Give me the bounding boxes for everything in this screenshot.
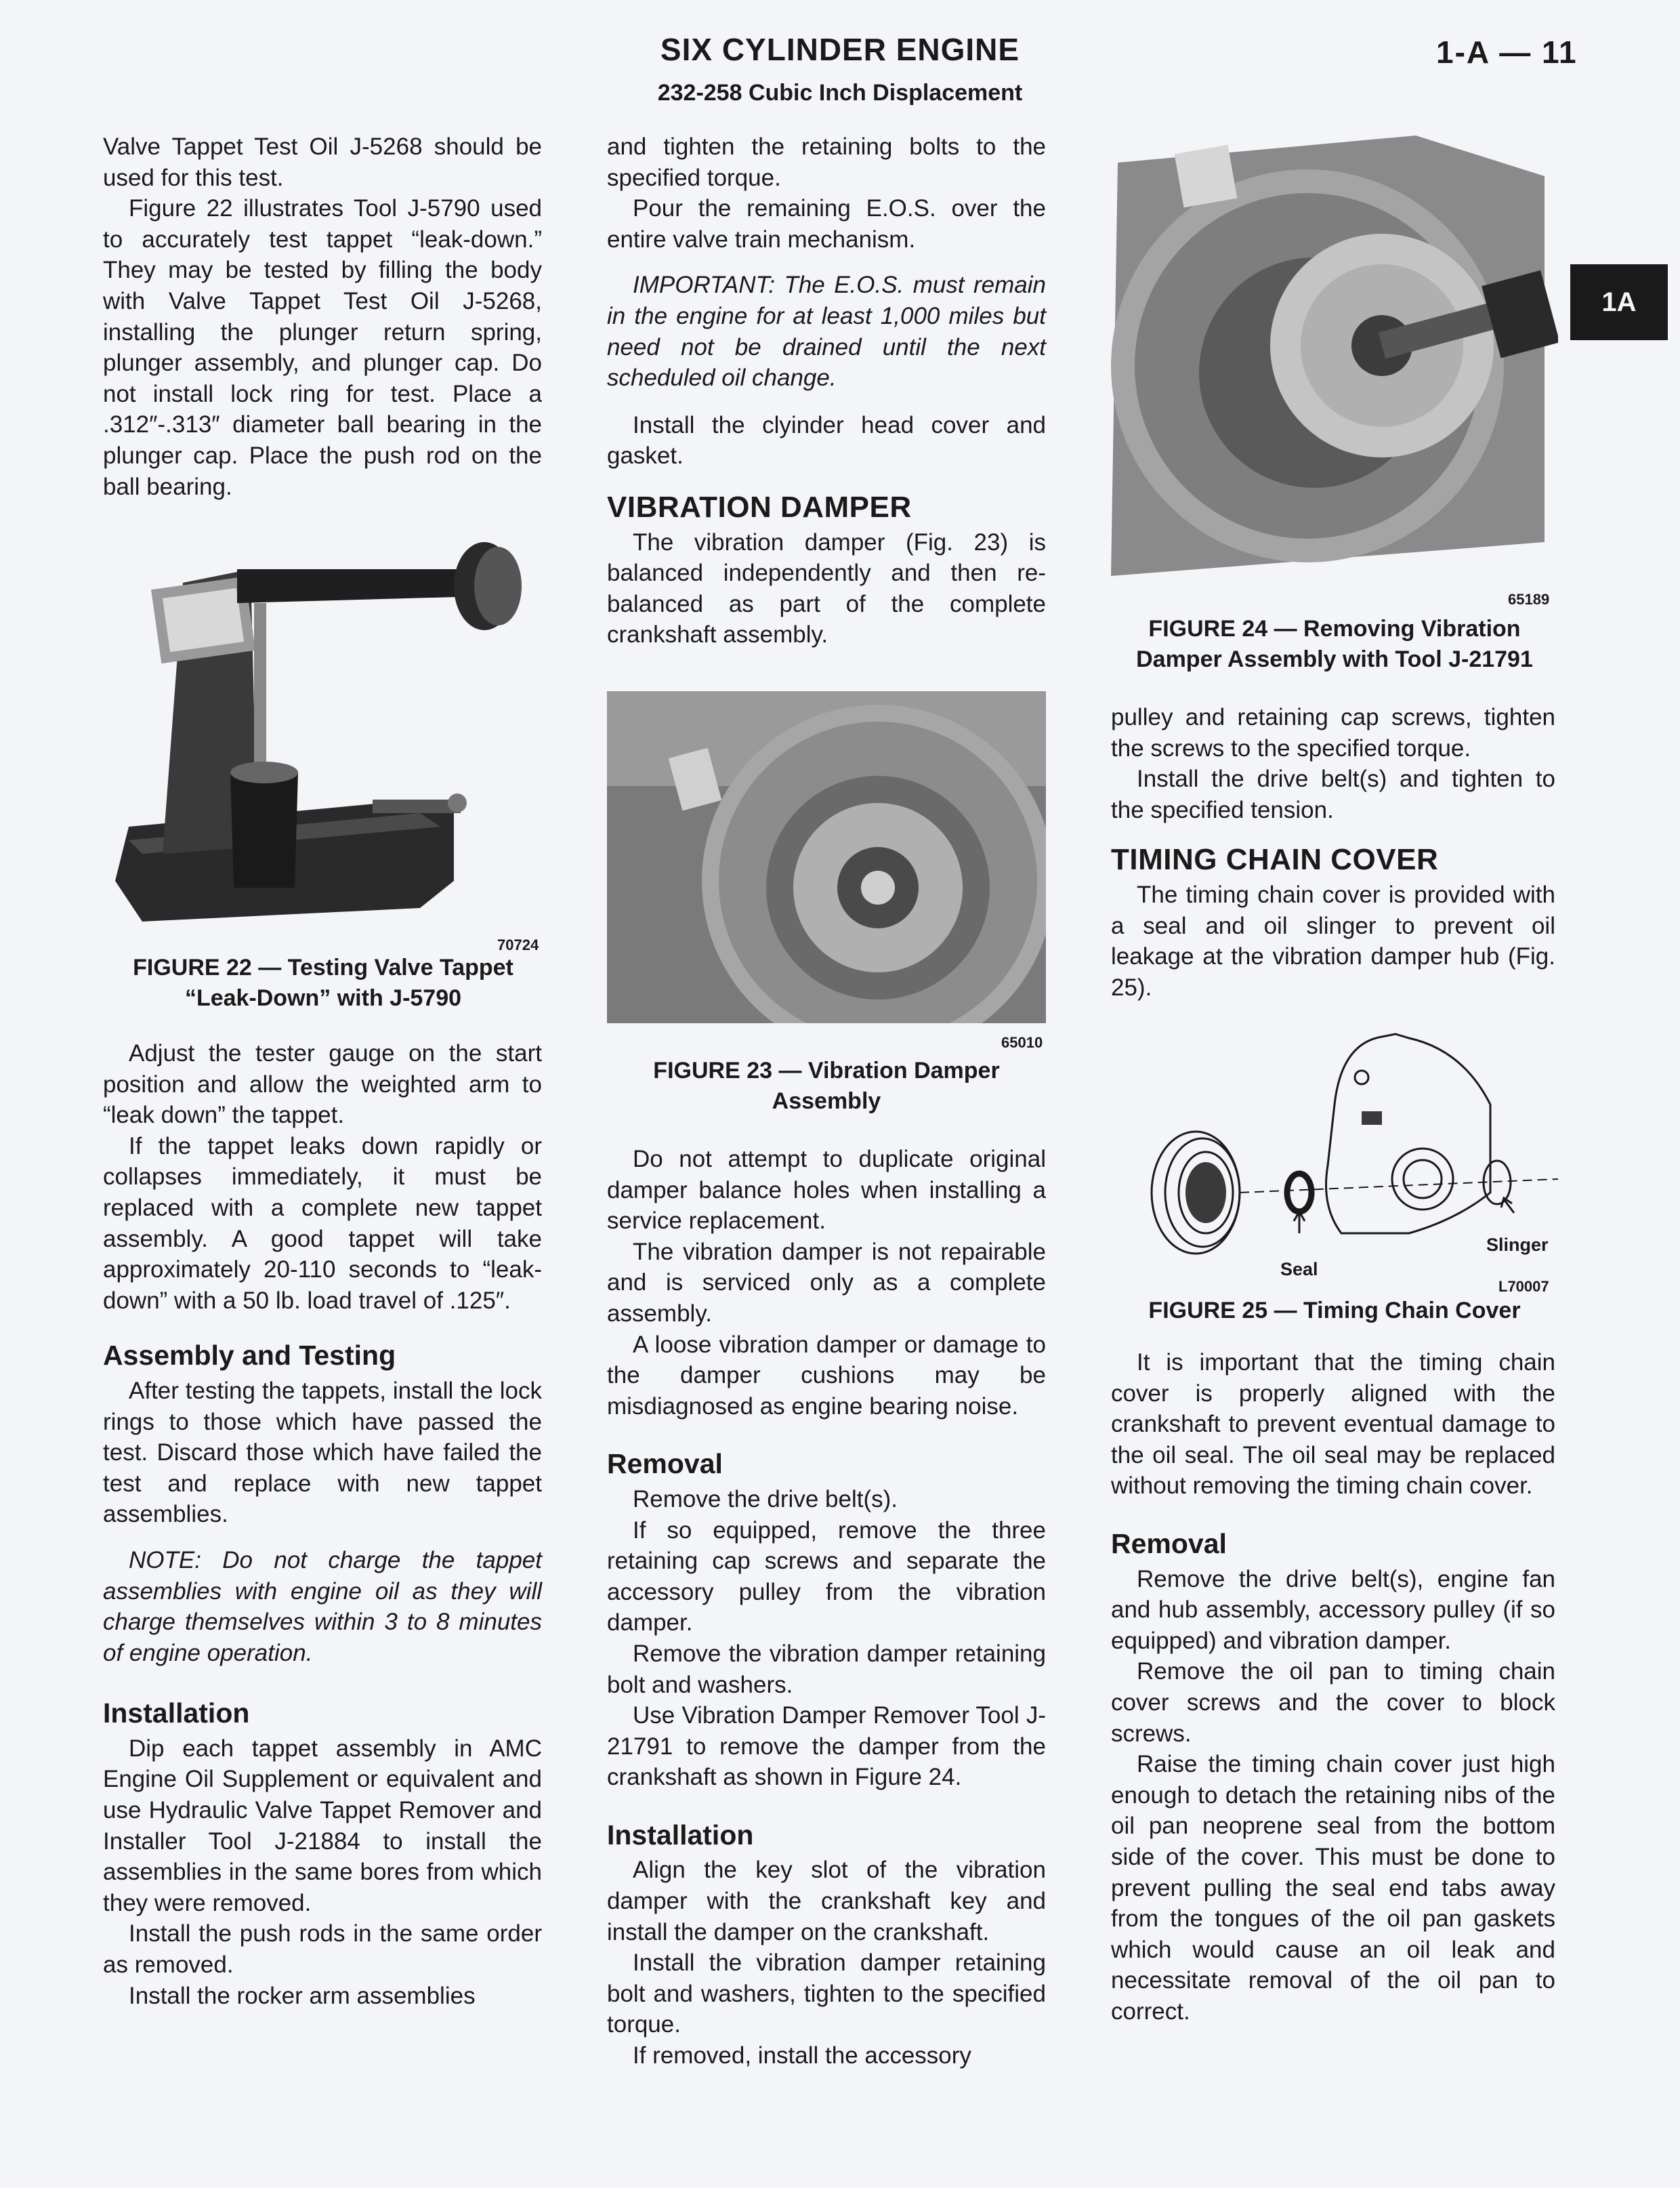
heading-timing-chain-cover: TIMING CHAIN COVER bbox=[1111, 843, 1439, 877]
paragraph: Remove the vibration damper retaining bolt and washers. bbox=[607, 1640, 1046, 1698]
figure-22-caption: FIGURE 22 — Testing Valve Tappet “Leak-Down” with J-5790 bbox=[133, 955, 513, 1011]
paragraph: Install the vibration damper retaining bolt and washers, tighten to the specified torque. bbox=[607, 1949, 1046, 2038]
paragraph: Raise the timing chain cover just high enough to detach the retaining nibs of the oil pan neoprene seal from the bottom side of the cover. This must be done to prevent pulling the seal end tabs away from the tongues of the oil pan gaskets which would cause an oil leak and necessitate removal of the oil pan to correct. bbox=[1111, 1751, 1555, 2025]
column-2-bottom bbox=[607, 1144, 1046, 2071]
paragraph: Use Vibration Damper Remover Tool J-21791 to remove the damper from the crankshaft as shown in Figure 24. bbox=[607, 1702, 1046, 1791]
damper-removal-photo bbox=[1111, 136, 1558, 576]
paragraph: Remove the drive belt(s), engine fan and hub assembly, accessory pulley (if so equipped) and vibration damper. bbox=[1111, 1565, 1555, 1654]
paragraph: Install the push rods in the same order as removed. bbox=[103, 1920, 542, 1979]
heading-assembly-testing: Assembly and Testing bbox=[103, 1340, 396, 1371]
paragraph: It is important that the timing chain cover is properly aligned with the crankshaft to prevent eventual damage to the oil seal. The oil seal may be replaced without removing the timing chain cover. bbox=[1111, 1349, 1555, 1500]
timing-chain-cover-diagram bbox=[1138, 1030, 1572, 1301]
heading-installation: Installation bbox=[103, 1697, 250, 1729]
figure-23-caption: FIGURE 23 — Vibration Damper Assembly bbox=[653, 1058, 1000, 1114]
paragraph: A loose vibration damper or damage to the damper cushions may be misdiagnosed as engine bearing noise. bbox=[607, 1331, 1046, 1420]
figure-code: 65189 bbox=[1508, 591, 1550, 608]
paragraph: Valve Tappet Test Oil J-5268 should be used for this test. bbox=[103, 133, 542, 191]
note: NOTE: Do not charge the tappet assemblies with engine oil as they will charge themselves within 3 to 8 minutes of engine operation. bbox=[103, 1546, 542, 1666]
paragraph: Install the rocker arm assemblies bbox=[129, 1982, 476, 2009]
figure-24-caption: FIGURE 24 — Removing Vibration Damper Assembly with Tool J-21791 bbox=[1136, 616, 1533, 672]
page-header-subtitle: 232-258 Cubic Inch Displacement bbox=[657, 80, 1023, 106]
heading-vibration-damper: VIBRATION DAMPER bbox=[607, 490, 912, 524]
paragraph: and tighten the retaining bolts to the specified torque. bbox=[607, 133, 1046, 191]
paragraph: Adjust the tester gauge on the start position and allow the weighted arm to “leak down” the tappet. bbox=[103, 1040, 542, 1129]
paragraph: Pour the remaining E.O.S. over the entire valve train mechanism. bbox=[607, 195, 1046, 253]
paragraph: After testing the tappets, install the lock rings to those which have passed the test. Discard those which have failed the test and replace with new tappet assemblies. bbox=[103, 1377, 542, 1528]
paragraph: Align the key slot of the vibration damper with the crankshaft key and install the damper on the crankshaft. bbox=[607, 1857, 1046, 1945]
paragraph: Figure 22 illustrates Tool J-5790 used to accurately test tappet “leak-down.” They may be tested by filling the body with Valve Tappet Test Oil J-5268, installing the plunger return spring, plunger assembly, and plunger cap. Do not install lock ring for test. Place a .312″-.313″ diameter ball bearing in the plunger cap. Place the push rod on the ball bearing. bbox=[103, 195, 542, 500]
heading-removal: Removal bbox=[1111, 1527, 1227, 1559]
column-3-bottom bbox=[1111, 1347, 1555, 2027]
paragraph: If so equipped, remove the three retaining cap screws and separate the accessory pulley from the vibration damper. bbox=[607, 1516, 1046, 1636]
paragraph: The vibration damper is not repairable and is serviced only as a complete assembly. bbox=[607, 1238, 1046, 1327]
paragraph: Do not attempt to duplicate original damper balance holes when installing a service replacement. bbox=[607, 1146, 1046, 1235]
figure-25-caption: FIGURE 25 — Timing Chain Cover bbox=[1148, 1298, 1521, 1323]
paragraph: If the tappet leaks down rapidly or collapses immediately, it must be replaced with a complete new tappet assembly. A good tappet will take approximately 20-110 seconds to “leak-down” with a 50 lb. load travel of .125″. bbox=[103, 1132, 542, 1314]
paragraph: The vibration damper (Fig. 23) is balanced independently and then re-balanced as part of the complete crankshaft assembly. bbox=[607, 529, 1046, 648]
tappet-tester-figure bbox=[102, 529, 542, 935]
page-header-title: SIX CYLINDER ENGINE bbox=[660, 32, 1020, 67]
paragraph: pulley and retaining cap screws, tighten the screws to the specified torque. bbox=[1111, 704, 1555, 762]
page-number: 1-A — 11 bbox=[1436, 35, 1578, 70]
figure-code: 70724 bbox=[497, 936, 539, 953]
figure-code: L70007 bbox=[1498, 1278, 1549, 1295]
heading-installation: Installation bbox=[607, 1819, 754, 1851]
paragraph: Install the clyinder head cover and gasket. bbox=[607, 411, 1046, 470]
paragraph: Remove the drive belt(s). bbox=[633, 1485, 898, 1512]
section-tab: 1A bbox=[1570, 264, 1668, 340]
column-3-top bbox=[1111, 702, 1555, 1003]
paragraph: If removed, install the accessory bbox=[633, 2042, 971, 2069]
important-note: IMPORTANT: The E.O.S. must remain in the engine for at least 1,000 miles but need not be drained until the next scheduled oil change. bbox=[607, 272, 1046, 392]
label-seal: Seal bbox=[1280, 1259, 1318, 1279]
figure-code: 65010 bbox=[1001, 1034, 1043, 1051]
paragraph: The timing chain cover is provided with a seal and oil slinger to prevent oil leakage at the vibration damper hub (Fig. 25). bbox=[1111, 881, 1555, 1001]
column-2-top bbox=[607, 131, 1046, 651]
paragraph: Dip each tappet assembly in AMC Engine Oil Supplement or equivalent and use Hydraulic Valve Tappet Remover and Installer Tool J-21884 to install the assemblies in the same bores from which they were removed. bbox=[103, 1735, 542, 1916]
paragraph: Remove the oil pan to timing chain cover screws and the cover to block screws. bbox=[1111, 1658, 1555, 1747]
column-1-bottom bbox=[103, 1038, 542, 2011]
vibration-damper-photo bbox=[607, 691, 1046, 1023]
column-1-top bbox=[103, 131, 542, 502]
label-slinger: Slinger bbox=[1486, 1235, 1549, 1255]
paragraph: Install the drive belt(s) and tighten to the specified tension. bbox=[1111, 766, 1555, 823]
heading-removal: Removal bbox=[607, 1448, 723, 1480]
